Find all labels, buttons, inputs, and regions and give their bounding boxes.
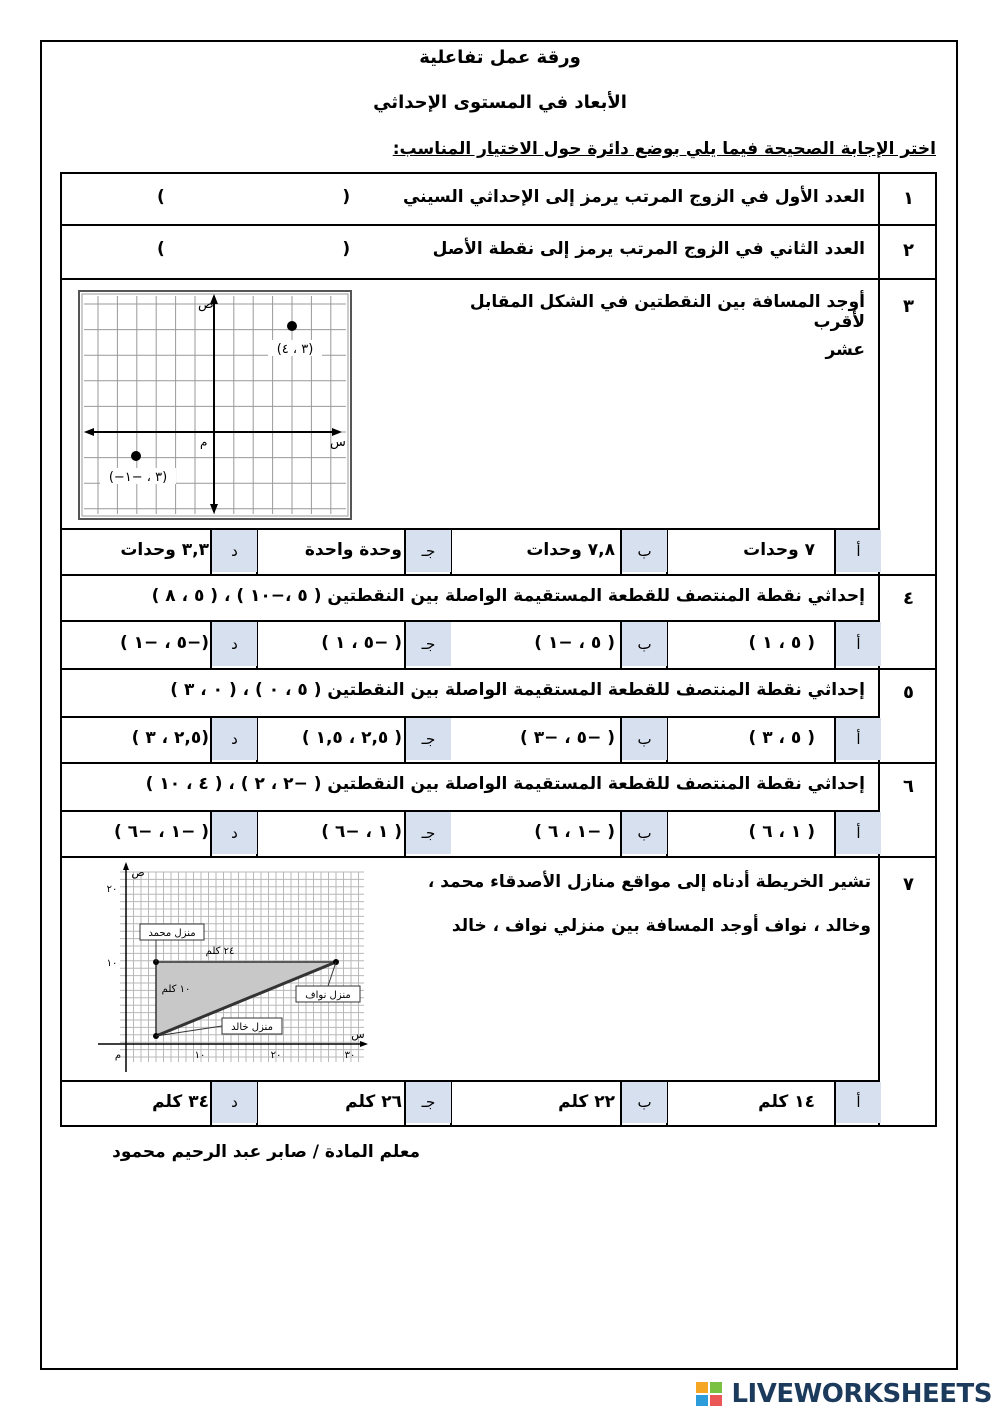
- q4-option-b[interactable]: ( ٥ ، −١ ): [534, 633, 615, 653]
- question-number: ٦: [903, 776, 914, 797]
- distance-map: [96, 862, 368, 1074]
- q4-option-d[interactable]: (−٥ ، −١ ): [119, 633, 209, 653]
- logo-icon: [695, 1380, 725, 1408]
- q7-option-c[interactable]: ٢٦ كلم: [345, 1092, 402, 1112]
- dist-24-label: ٢٤ كلم: [205, 946, 235, 957]
- question-3-line1: أوجد المسافة بين النقطتين في الشكل المقابل لأقرب: [469, 292, 865, 332]
- option-letter-b: ب: [622, 812, 667, 854]
- question-number: ٧: [903, 874, 914, 895]
- question-7-line2: وخالد ، نواف أوجد المسافة بين منزلي نواف ، خالد: [451, 916, 871, 936]
- option-letter-b: ب: [622, 530, 667, 572]
- question-table: [60, 172, 937, 1127]
- answer-row-top: [62, 1080, 880, 1082]
- answer-row-top: [62, 810, 880, 812]
- option-letter-c: جـ: [406, 718, 451, 760]
- answer-row-top: [62, 528, 880, 530]
- x-axis-label: س: [330, 435, 346, 450]
- question-3-line2: عشر: [825, 340, 865, 360]
- question-number: ٣: [903, 296, 914, 317]
- x-tick-30: ٣٠: [344, 1050, 356, 1061]
- q4-option-c[interactable]: ( −٥ ، ١ ): [321, 633, 402, 653]
- q7-option-d[interactable]: ٣٤ كلم: [152, 1092, 209, 1112]
- question-7-line1: تشير الخريطة أدناه إلى مواقع منازل الأصدقاء محمد ،: [427, 872, 871, 892]
- teacher-signature: معلم المادة / صابر عبد الرحيم محمود: [112, 1142, 420, 1162]
- row-divider: [62, 668, 935, 670]
- origin-label: م: [200, 435, 208, 449]
- q6-option-a[interactable]: ( ١ ، ٦ ): [748, 822, 815, 842]
- option-letter-d: د: [212, 530, 257, 572]
- option-letter-b: ب: [622, 622, 667, 666]
- answer-row-top: [62, 716, 880, 718]
- option-letter-c: جـ: [406, 622, 451, 666]
- x-tick-10: ١٠: [194, 1050, 206, 1061]
- coordinate-graph: [78, 290, 354, 522]
- worksheet-title: ورقة عمل تفاعلية: [419, 47, 581, 68]
- map-origin-label: م: [114, 1050, 122, 1061]
- map-y-label: ص: [131, 866, 145, 879]
- answer-blank-1[interactable]: ( ): [157, 187, 351, 207]
- question-4-text: إحداثي نقطة المنتصف للقطعة المستقيمة الواصلة بين النقطتين ( ٥ ،−١٠ ) ، ( ٥ ، ٨ ): [151, 586, 865, 606]
- row-divider: [62, 856, 935, 858]
- option-letter-a: أ: [836, 718, 881, 760]
- option-letter-a: أ: [836, 530, 881, 572]
- option-letter-c: جـ: [406, 812, 451, 854]
- y-tick-10: ١٠: [106, 958, 118, 969]
- answer-blank-2[interactable]: ( ): [157, 239, 351, 259]
- nawaf-house-label: منزل نواف: [305, 990, 351, 1001]
- point-b-label: (−٣ ، −١): [108, 470, 168, 485]
- q6-option-c[interactable]: ( ١ ، −٦ ): [321, 822, 402, 842]
- row-divider: [62, 278, 935, 280]
- question-number: ٥: [903, 682, 914, 703]
- option-letter-a: أ: [836, 1082, 881, 1123]
- q5-option-b[interactable]: ( −٥ ، −٣ ): [520, 728, 615, 748]
- map-x-label: س: [351, 1028, 365, 1041]
- option-letter-d: د: [212, 1082, 257, 1123]
- y-axis-label: ص: [198, 297, 214, 312]
- q3-option-b[interactable]: ٧,٨ وحدات: [526, 540, 615, 560]
- q5-option-d[interactable]: (٢,٥ ، ٣ ): [131, 728, 209, 748]
- option-letter-c: جـ: [406, 530, 451, 572]
- q7-option-b[interactable]: ٢٢ كلم: [558, 1092, 615, 1112]
- question-2-text: العدد الثاني في الزوج المرتب يرمز إلى نقطة الأصل: [432, 239, 865, 259]
- q6-option-d[interactable]: ( −١ ، −٦ ): [114, 822, 209, 842]
- q7-option-a[interactable]: ١٤ كلم: [758, 1092, 815, 1112]
- question-number: ١: [903, 188, 914, 209]
- option-letter-c: جـ: [406, 1082, 451, 1123]
- x-tick-20: ٢٠: [270, 1050, 282, 1061]
- point-b: [131, 451, 141, 461]
- option-letter-d: د: [212, 812, 257, 854]
- option-letter-a: أ: [836, 812, 881, 854]
- point-a-label: (٣ ، ٤): [276, 342, 314, 357]
- option-letter-a: أ: [836, 622, 881, 666]
- liveworksheets-logo[interactable]: [695, 1378, 992, 1410]
- instruction: اختر الإجابة الصحيحة فيما يلي بوضع دائرة حول الاختيار المناسب:: [392, 139, 936, 159]
- question-6-text: إحداثي نقطة المنتصف للقطعة المستقيمة الواصلة بين النقطتين ( −٢ ، ٢ ) ، ( ٤ ، ١٠ ): [145, 774, 865, 794]
- question-number: ٤: [903, 588, 914, 609]
- q5-option-c[interactable]: ( ٢,٥ ، ١,٥ ): [301, 728, 402, 748]
- q5-option-a[interactable]: ( ٥ ، ٣ ): [748, 728, 815, 748]
- answer-row-top: [62, 620, 880, 622]
- row-divider: [62, 224, 935, 226]
- q3-option-a[interactable]: ٧ وحدات: [743, 540, 815, 560]
- q3-option-c[interactable]: وحدة واحدة: [304, 540, 402, 560]
- question-1-text: العدد الأول في الزوج المرتب يرمز إلى الإحداثي السيني: [402, 187, 865, 207]
- row-divider: [62, 762, 935, 764]
- y-tick-20: ٢٠: [106, 884, 118, 895]
- q6-option-b[interactable]: ( −١ ، ٦ ): [534, 822, 615, 842]
- dist-10-label: ١٠ كلم: [161, 984, 191, 995]
- option-letter-b: ب: [622, 718, 667, 760]
- option-letter-d: د: [212, 622, 257, 666]
- mohammad-house-label: منزل محمد: [148, 928, 196, 939]
- option-letter-b: ب: [622, 1082, 667, 1123]
- q3-option-d[interactable]: ٣,٣ وحدات: [120, 540, 209, 560]
- row-divider: [62, 574, 935, 576]
- option-letter-d: د: [212, 718, 257, 760]
- point-a: [287, 321, 297, 331]
- question-number: ٢: [903, 240, 914, 261]
- brand-name: LIVEWORKSHEETS: [731, 1379, 992, 1409]
- question-5-text: إحداثي نقطة المنتصف للقطعة المستقيمة الواصلة بين النقطتين ( ٥ ، ٠ ) ، ( ٠ ، ٣ ): [170, 680, 865, 700]
- q4-option-a[interactable]: ( ٥ ، ١ ): [748, 633, 815, 653]
- worksheet-subtitle: الأبعاد في المستوى الإحداثي: [373, 92, 627, 113]
- khaled-house-label: منزل خالد: [231, 1022, 273, 1033]
